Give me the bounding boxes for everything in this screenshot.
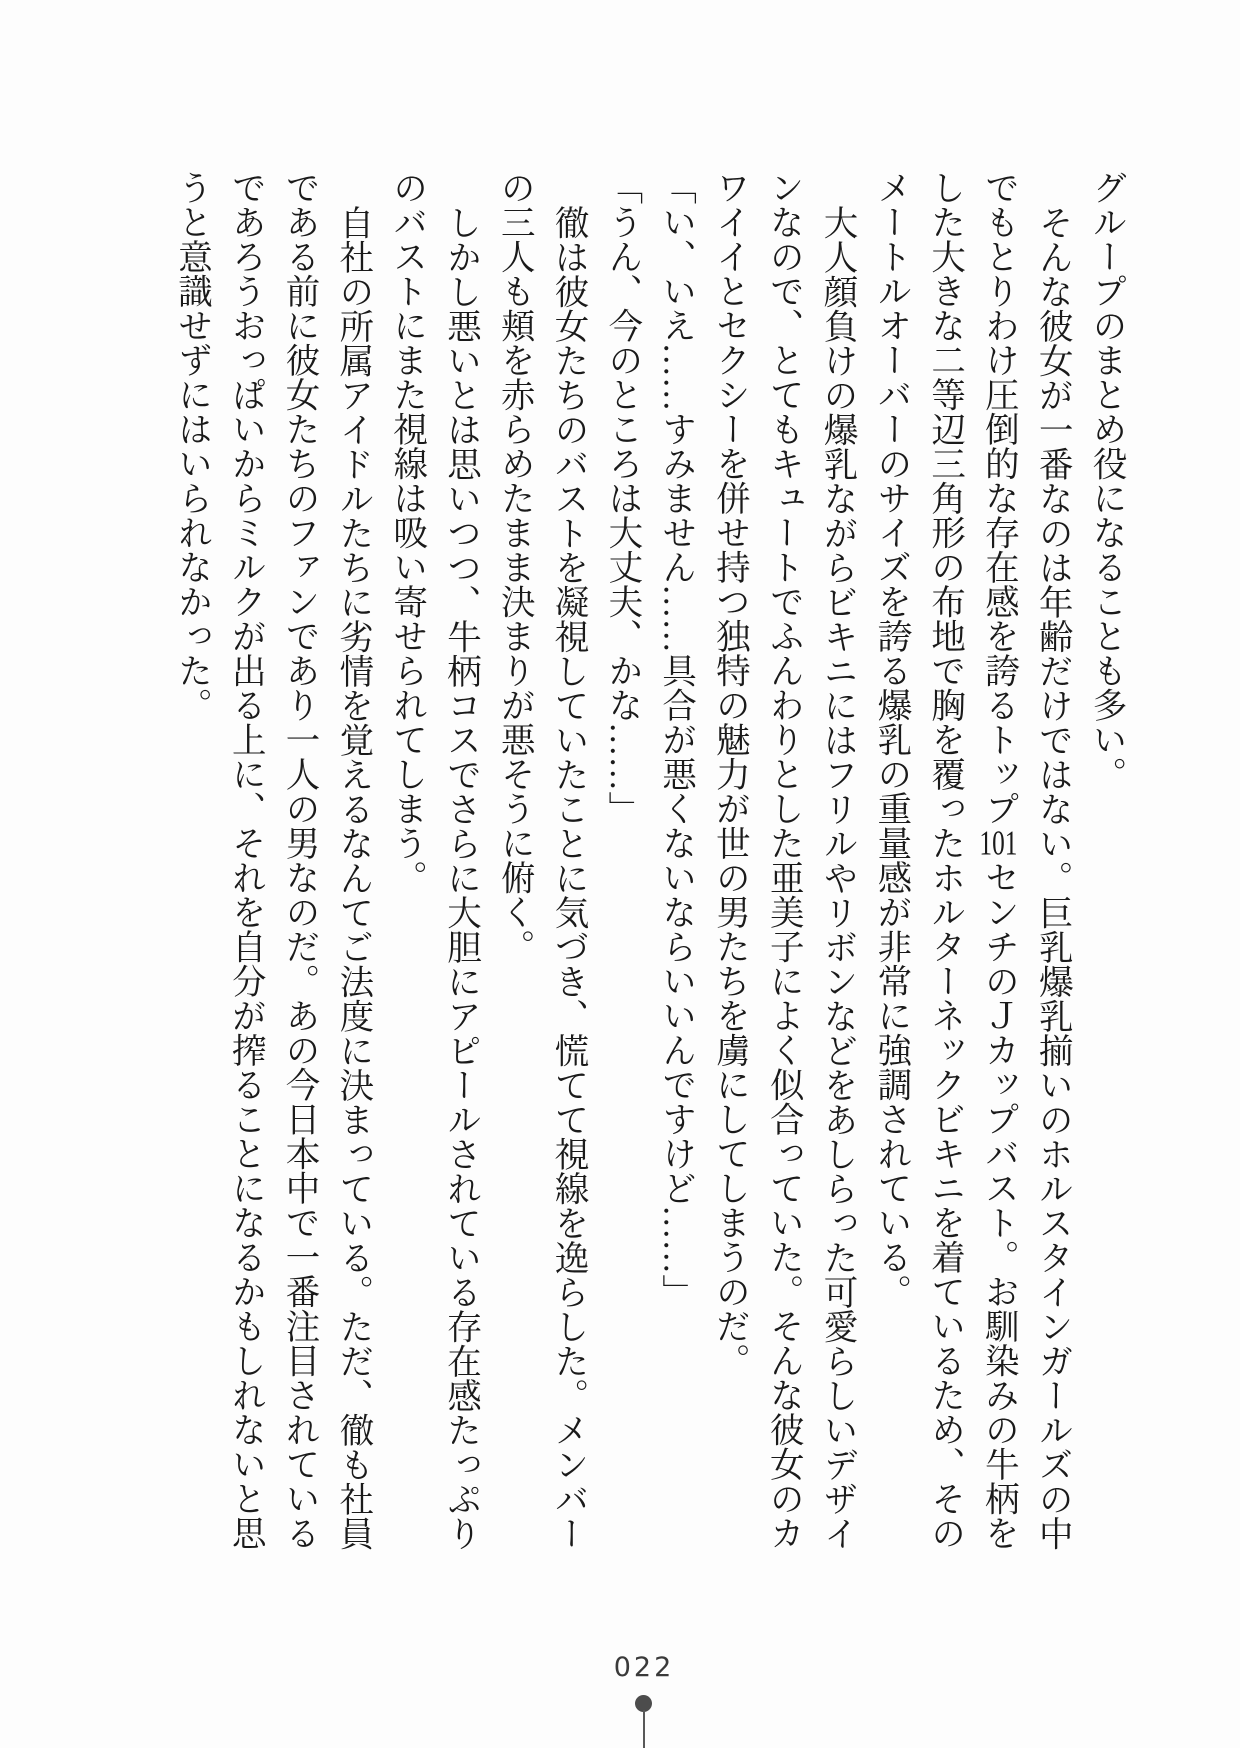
paragraph: [702, 170, 863, 1560]
text-run: そんな彼女が一番なのは年齢だけではない。巨乳爆乳揃いのホルスタインガールズの中でもとりわけ圧倒的な存在感を誇るトップ: [979, 170, 1072, 1550]
footer-line: [643, 1710, 645, 1748]
page-number: 022: [613, 1652, 675, 1683]
paragraph: [164, 170, 379, 1560]
text-run: 徹は彼女たちのバストを凝視していたことに気づき、慌てて視線を逸らした。メンバーの三人も頬を赤らめたまま決まりが悪そうに俯く。: [495, 170, 588, 1550]
text-run: グループのまとめ役になることも多い。: [1087, 170, 1125, 791]
paragraph: [486, 170, 594, 1560]
paragraph: [594, 170, 648, 1560]
body-text: [163, 170, 1132, 1560]
text-run: 自社の所属アイドルたちに劣情を覚えるなんてご法度に決まっている。ただ、徹も社員である前に彼女たちのファンであり一人の男なのだ。あの今日本中で一番注目されているであろうおっぱいからミルクが出る上に、それを自分が搾ることになるかもしれないと思うと意識せずにはいられなかった。: [172, 170, 372, 1550]
paragraph: [648, 170, 702, 1560]
paragraph: [863, 170, 1078, 1560]
text-run: 大人顔負けの爆乳ながらビキニにはフリルやリボンなどをあしらった可愛らしいデザインなので、とてもキュートでふんわりとした亜美子によく似合っていた。そんな彼女のカワイイとセクシーを併せ持つ独特の魅力が世の男たちを虜にしてしまうのだ。: [710, 170, 857, 1550]
text-run: しかし悪いとは思いつつ、牛柄コスでさらに大胆にアピールされている存在感たっぷりのバストにまた視線は吸い寄せられてしまう。: [387, 170, 480, 1550]
paragraph: [379, 170, 487, 1560]
text-run: 「い、いえ……すみません……具合が悪くないならいいんですけど……」: [656, 170, 695, 1309]
paragraph: [1078, 170, 1132, 1560]
text-run: 「うん、今のところは大丈夫、かな……」: [602, 170, 641, 826]
text-run: センチのＪカップバスト。お馴染みの牛柄をした大きな二等辺三角形の布地で胸を覆ったホルターネックビキニを着ているため、そのメートルオーバーのサイズを誇る爆乳の重量感が非常に強調されている。: [871, 170, 1018, 1550]
tatechuyoko-number: 101: [979, 825, 1018, 860]
